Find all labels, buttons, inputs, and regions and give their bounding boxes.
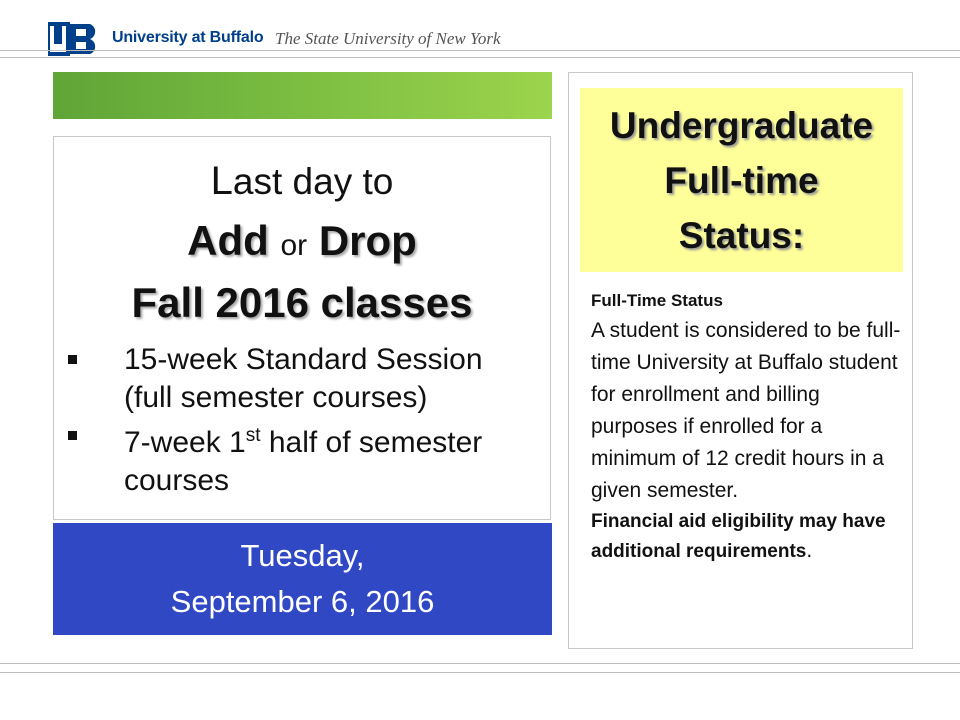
date-full: September 6, 2016 xyxy=(170,584,435,619)
deadline-date-box xyxy=(53,523,552,635)
bullet-square-icon xyxy=(68,355,77,364)
status-description xyxy=(591,287,909,567)
status-heading-line1: Undergraduate xyxy=(609,105,874,146)
status-note: Financial aid eligibility may have additional requirements. xyxy=(591,511,886,562)
list-item: 7-week 1st half of semester courses xyxy=(54,417,550,500)
footer-divider xyxy=(0,663,960,664)
header-divider xyxy=(0,50,960,51)
status-body: A student is considered to be full-time University at Buffalo student for enrollment and billing purposes if enrolled for a minimum of 12 credit hours in a given semester. xyxy=(591,319,901,502)
session-list xyxy=(54,341,550,500)
status-heading-line3: Status: xyxy=(678,215,805,256)
deadline-title-line1: Last day to xyxy=(210,159,394,203)
bullet-square-icon xyxy=(68,431,77,440)
status-subtitle: Full-Time Status xyxy=(591,291,723,310)
header-divider-2 xyxy=(0,57,960,58)
deadline-box xyxy=(53,136,551,520)
deadline-title-line2: Add or Drop xyxy=(187,217,417,264)
list-item: 15-week Standard Session (full semester courses) xyxy=(54,341,550,417)
status-heading-box xyxy=(580,88,903,272)
deadline-title-line3: Fall 2016 classes xyxy=(131,279,473,326)
brand-name: University at Buffalo xyxy=(112,29,264,46)
full-time-status-panel xyxy=(568,72,913,649)
green-accent-bar xyxy=(53,72,552,119)
status-heading-line2: Full-time xyxy=(664,160,819,201)
date-weekday: Tuesday, xyxy=(240,538,365,573)
footer-divider-2 xyxy=(0,672,960,673)
brand-tagline: The State University of New York xyxy=(275,29,501,48)
